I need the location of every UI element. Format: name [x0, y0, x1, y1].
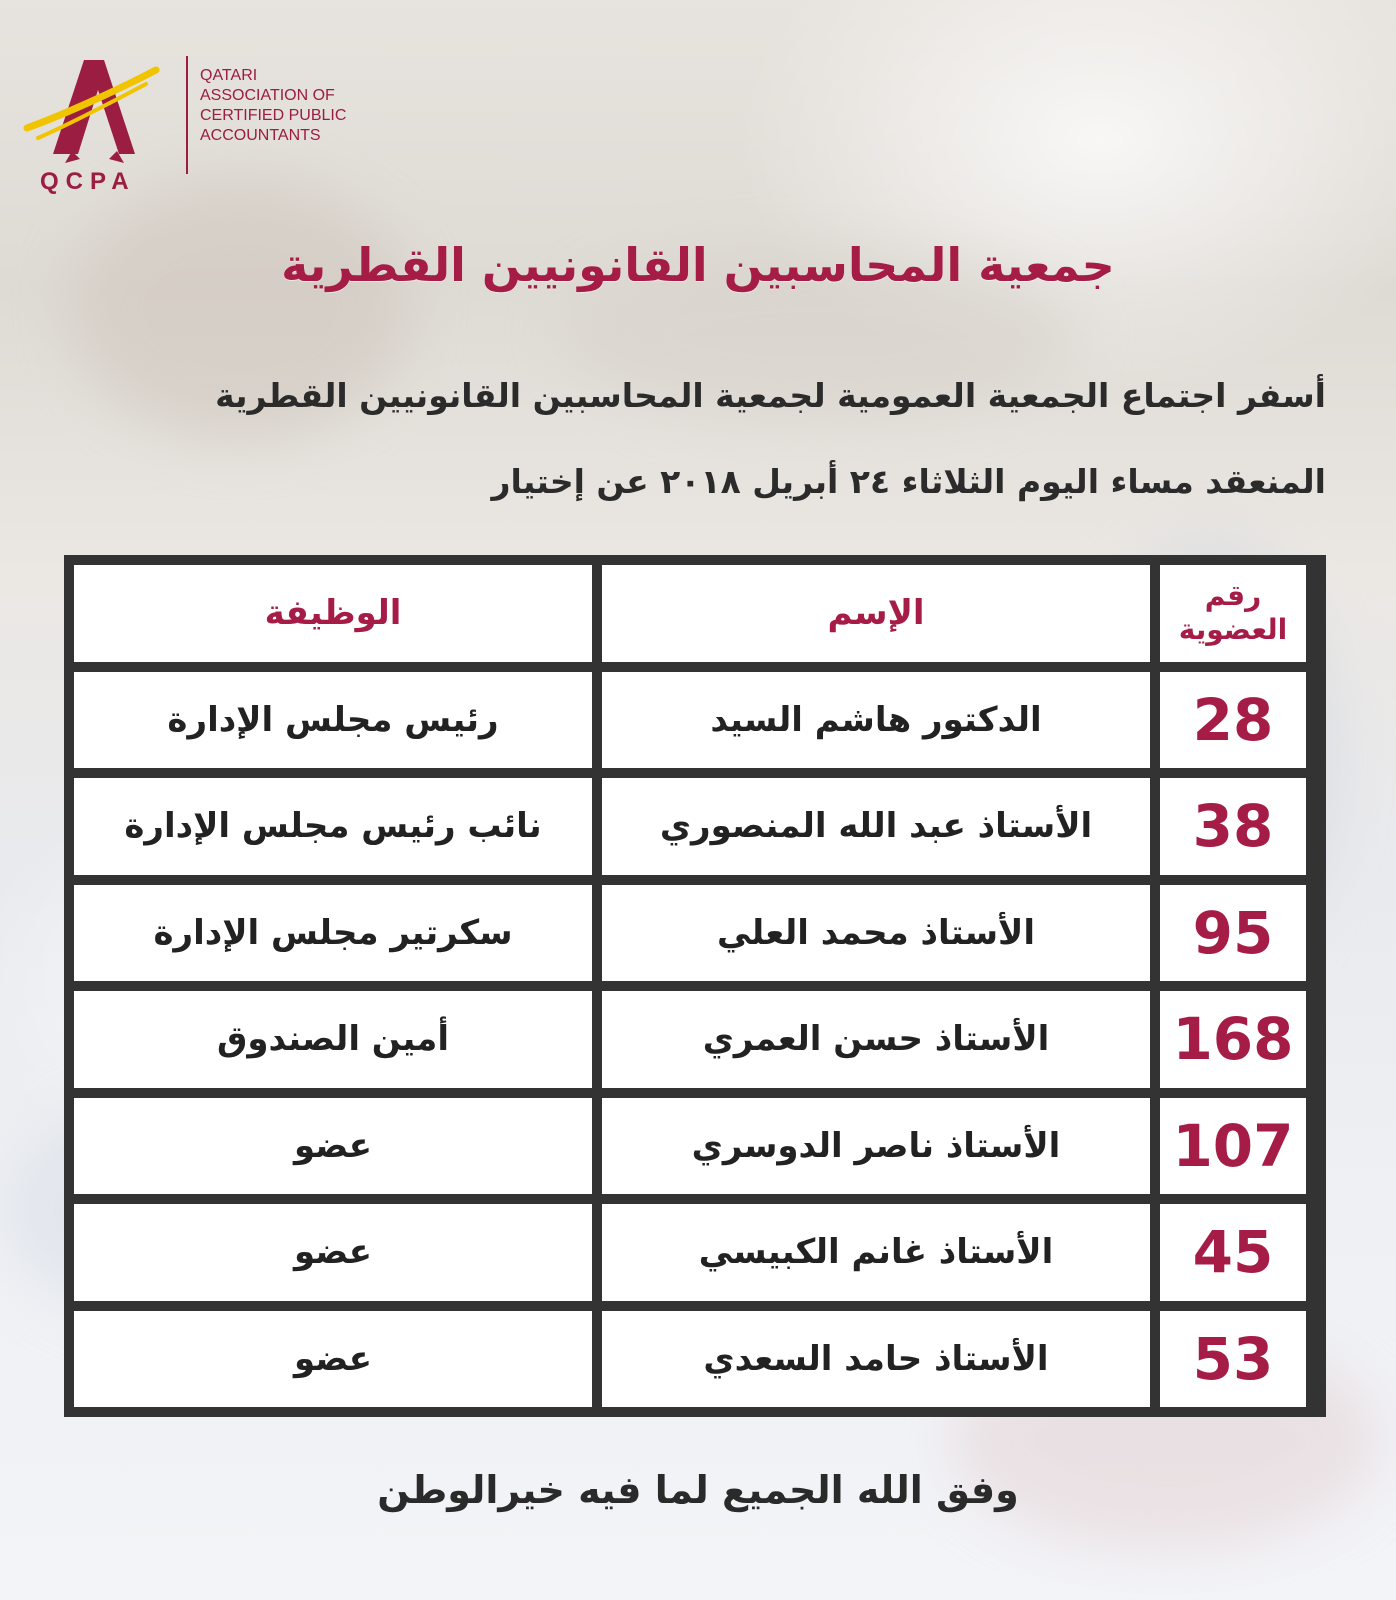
table-cell-membership-number: 38: [1160, 778, 1306, 875]
table-cell-name: الأستاذ غانم الكبيسي: [602, 1204, 1150, 1301]
table-cell-name: الأستاذ ناصر الدوسري: [602, 1098, 1150, 1195]
table-cell-name: الأستاذ حامد السعدي: [602, 1311, 1150, 1408]
header-role: الوظيفة: [74, 565, 592, 662]
table-cell-role: عضو: [74, 1204, 592, 1301]
closing-message: وفق الله الجميع لما فيه خيرالوطن: [377, 1468, 1019, 1512]
board-table: [64, 555, 1326, 1417]
logo-caption: QCPA: [40, 168, 136, 195]
table-cell-role: رئيس مجلس الإدارة: [74, 672, 592, 769]
table-cell-name: الأستاذ عبد الله المنصوري: [602, 778, 1150, 875]
table-cell-role: سكرتير مجلس الإدارة: [74, 885, 592, 982]
intro-line-1: أسفر اجتماع الجمعية العمومية لجمعية المحاسبين القانونيين القطرية: [215, 376, 1326, 415]
table-cell-name: الأستاذ حسن العمري: [602, 991, 1150, 1088]
table-cell-name: الأستاذ محمد العلي: [602, 885, 1150, 982]
table-cell-membership-number: 95: [1160, 885, 1306, 982]
table-cell-membership-number: 53: [1160, 1311, 1306, 1408]
logo-line: ASSOCIATION OF: [200, 87, 335, 104]
header-name: الإسم: [602, 565, 1150, 662]
table-cell-membership-number: 28: [1160, 672, 1306, 769]
logo-divider: [186, 56, 188, 174]
qcpa-logo: [22, 42, 362, 200]
logo-mark-icon: [22, 42, 182, 167]
logo-line: ACCOUNTANTS: [200, 127, 321, 144]
table-cell-role: نائب رئيس مجلس الإدارة: [74, 778, 592, 875]
page-title: جمعية المحاسبين القانونيين القطرية: [281, 238, 1115, 292]
table-cell-membership-number: 107: [1160, 1098, 1306, 1195]
table-cell-role: عضو: [74, 1098, 592, 1195]
intro-line-2: المنعقد مساء اليوم الثلاثاء ٢٤ أبريل ٢٠١٨ عن إختيار: [491, 462, 1326, 501]
logo-text: [200, 66, 368, 146]
logo-line: CERTIFIED PUBLIC: [200, 107, 347, 124]
table-cell-membership-number: 168: [1160, 991, 1306, 1088]
header-membership-line-1: رقم: [1204, 579, 1262, 613]
table-cell-membership-number: 45: [1160, 1204, 1306, 1301]
header-membership-number: [1160, 565, 1306, 662]
table-cell-role: أمين الصندوق: [74, 991, 592, 1088]
table-cell-role: عضو: [74, 1311, 592, 1408]
board-table-grid: [74, 565, 1316, 1407]
header-membership-line-2: العضوية: [1178, 613, 1288, 647]
table-cell-name: الدكتور هاشم السيد: [602, 672, 1150, 769]
logo-line: QATARI: [200, 67, 258, 84]
